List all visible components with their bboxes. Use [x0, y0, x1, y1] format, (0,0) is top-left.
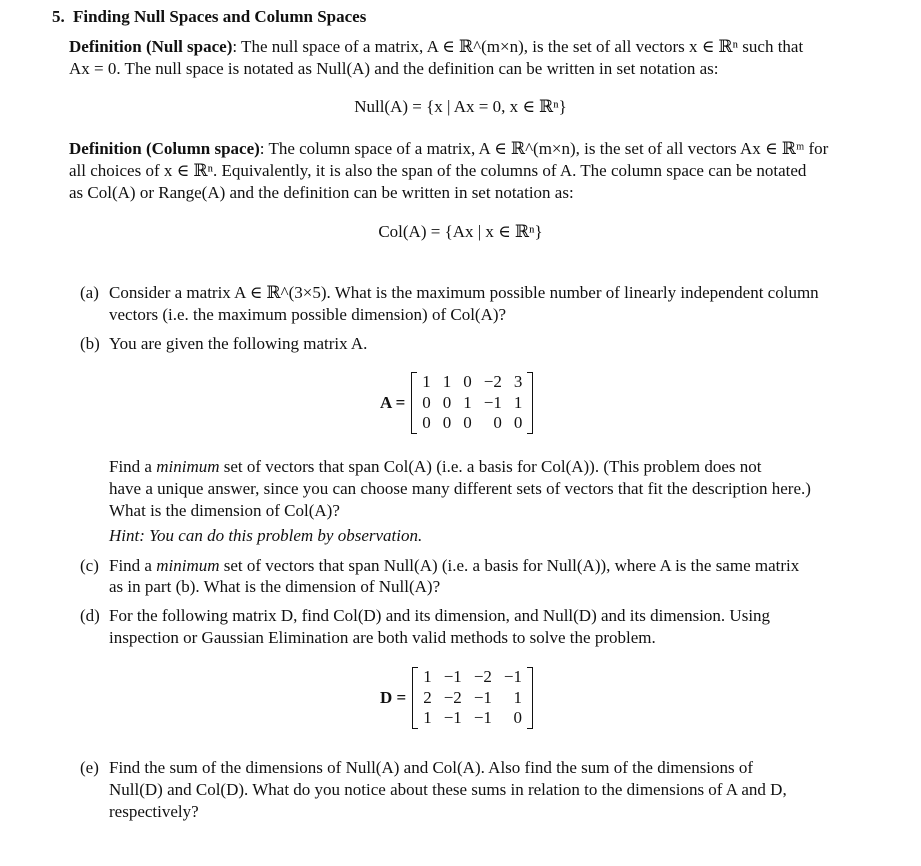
matrix-a-cell: 3	[513, 372, 523, 391]
matrix-d-brackets	[412, 667, 533, 729]
matrix-d-cell: −1	[473, 687, 492, 707]
matrix-d-row	[417, 708, 528, 729]
null-def-text1: : The null space of a matrix, A ∈ ℝ^(m×n), is the set of all vectors x ∈ ℝⁿ such that	[232, 37, 804, 56]
matrix-a-cell: 1	[463, 392, 472, 412]
matrix-a-cell: 0	[463, 372, 472, 391]
part-c-line1-pre: Find a	[109, 556, 157, 575]
matrix-a-cell: 1	[513, 392, 523, 412]
null-def-term: Definition (Null space)	[69, 37, 233, 56]
col-def-line1	[69, 139, 828, 159]
matrix-a-cell: −2	[483, 372, 502, 391]
matrix-a-brackets	[411, 372, 533, 434]
matrix-a-row	[416, 372, 528, 393]
matrix-d	[417, 667, 528, 729]
part-c-line1	[109, 556, 799, 576]
null-def-line1	[69, 37, 803, 57]
col-def-line3: as Col(A) or Range(A) and the definition can be written in set notation as:	[69, 183, 574, 202]
matrix-d-cell: −2	[473, 667, 492, 686]
part-b-line4: What is the dimension of Col(A)?	[109, 501, 340, 520]
matrix-d-cell: 0	[513, 708, 522, 727]
problem-heading	[52, 7, 366, 27]
part-c-line1-post: set of vectors that span Null(A) (i.e. a basis for Null(A)), where A is the same matrix	[219, 556, 800, 575]
part-d-line1: For the following matrix D, find Col(D) and its dimension, and Null(D) and its dimension. Using	[109, 606, 771, 625]
matrix-d-cell: 2	[423, 687, 432, 707]
matrix-d-display	[380, 667, 533, 729]
matrix-a-cell: 1	[422, 372, 431, 391]
matrix-d-cell: 1	[423, 667, 432, 686]
null-def-formula: Null(A) = {x | Ax = 0, x ∈ ℝⁿ}	[354, 97, 567, 116]
part-c-line1-em: minimum	[156, 556, 220, 575]
part-b-line3: have a unique answer, since you can choose many different sets of vectors that fit the description here.)	[109, 479, 811, 498]
null-def-line2: Ax = 0. The null space is notated as Null(A) and the definition can be written in set notation as:	[69, 59, 719, 78]
part-c-line2: as in part (b). What is the dimension of Null(A)?	[109, 577, 441, 596]
matrix-a-display	[380, 372, 533, 434]
part-a-line1: Consider a matrix A ∈ ℝ^(3×5). What is the maximum possible number of linearly independent column	[109, 283, 819, 302]
col-def-formula: Col(A) = {Ax | x ∈ ℝⁿ}	[378, 222, 543, 241]
matrix-a-cell: 0	[513, 413, 523, 432]
matrix-d-row	[417, 688, 528, 709]
part-b-line2-em: minimum	[156, 457, 220, 476]
matrix-a-row	[416, 413, 528, 434]
part-e-line3: respectively?	[109, 802, 199, 821]
matrix-a-cell: 0	[493, 413, 502, 432]
part-a-label: (a)	[80, 283, 99, 302]
matrix-a-cell: −1	[483, 392, 502, 412]
matrix-d-cell: −2	[443, 687, 462, 707]
matrix-d-cell: 1	[513, 687, 522, 707]
part-e-line1: Find the sum of the dimensions of Null(A) and Col(A). Also find the sum of the dimensions of	[109, 758, 754, 777]
matrix-a-cell: 0	[422, 413, 431, 432]
matrix-a	[416, 372, 528, 434]
problem-number: 5.	[52, 7, 65, 26]
part-e-line2: Null(D) and Col(D). What do you notice about these sums in relation to the dimensions of A and D,	[109, 780, 787, 799]
col-def-line2: all choices of x ∈ ℝⁿ. Equivalently, it is also the span of the columns of A. The column space can be notated	[69, 161, 807, 180]
part-c-label: (c)	[80, 556, 99, 575]
part-b-line2-pre: Find a	[109, 457, 157, 476]
matrix-a-cell: 0	[442, 392, 452, 412]
part-b-line2	[109, 457, 762, 477]
matrix-d-cell: −1	[473, 708, 492, 727]
part-b-hint: Hint: You can do this problem by observation.	[109, 526, 423, 545]
matrix-a-label: A =	[380, 392, 406, 412]
matrix-d-cell: −1	[443, 708, 462, 727]
col-def-term: Definition (Column space)	[69, 139, 260, 158]
matrix-a-cell: 0	[463, 413, 472, 432]
part-b-label: (b)	[80, 334, 100, 353]
matrix-a-cell: 1	[442, 372, 452, 391]
matrix-d-label: D =	[380, 687, 407, 707]
matrix-d-row	[417, 667, 528, 688]
matrix-d-cell: −1	[503, 667, 522, 686]
matrix-a-cell: 0	[442, 413, 452, 432]
problem-title: Finding Null Spaces and Column Spaces	[73, 7, 367, 26]
matrix-a-cell: 0	[422, 392, 431, 412]
part-d-line2: inspection or Gaussian Elimination are both valid methods to solve the problem.	[109, 628, 656, 647]
part-a-line2: vectors (i.e. the maximum possible dimension) of Col(A)?	[109, 305, 507, 324]
matrix-d-cell: 1	[423, 708, 432, 727]
part-b-line1: You are given the following matrix A.	[109, 334, 368, 353]
part-e-label: (e)	[80, 758, 99, 777]
col-def-text1: : The column space of a matrix, A ∈ ℝ^(m×n), is the set of all vectors Ax ∈ ℝᵐ for	[259, 139, 829, 158]
matrix-d-cell: −1	[443, 667, 462, 686]
matrix-a-row	[416, 393, 528, 414]
part-b-line2-post: set of vectors that span Col(A) (i.e. a basis for Col(A)). (This problem does not	[219, 457, 762, 476]
part-d-label: (d)	[80, 606, 100, 625]
